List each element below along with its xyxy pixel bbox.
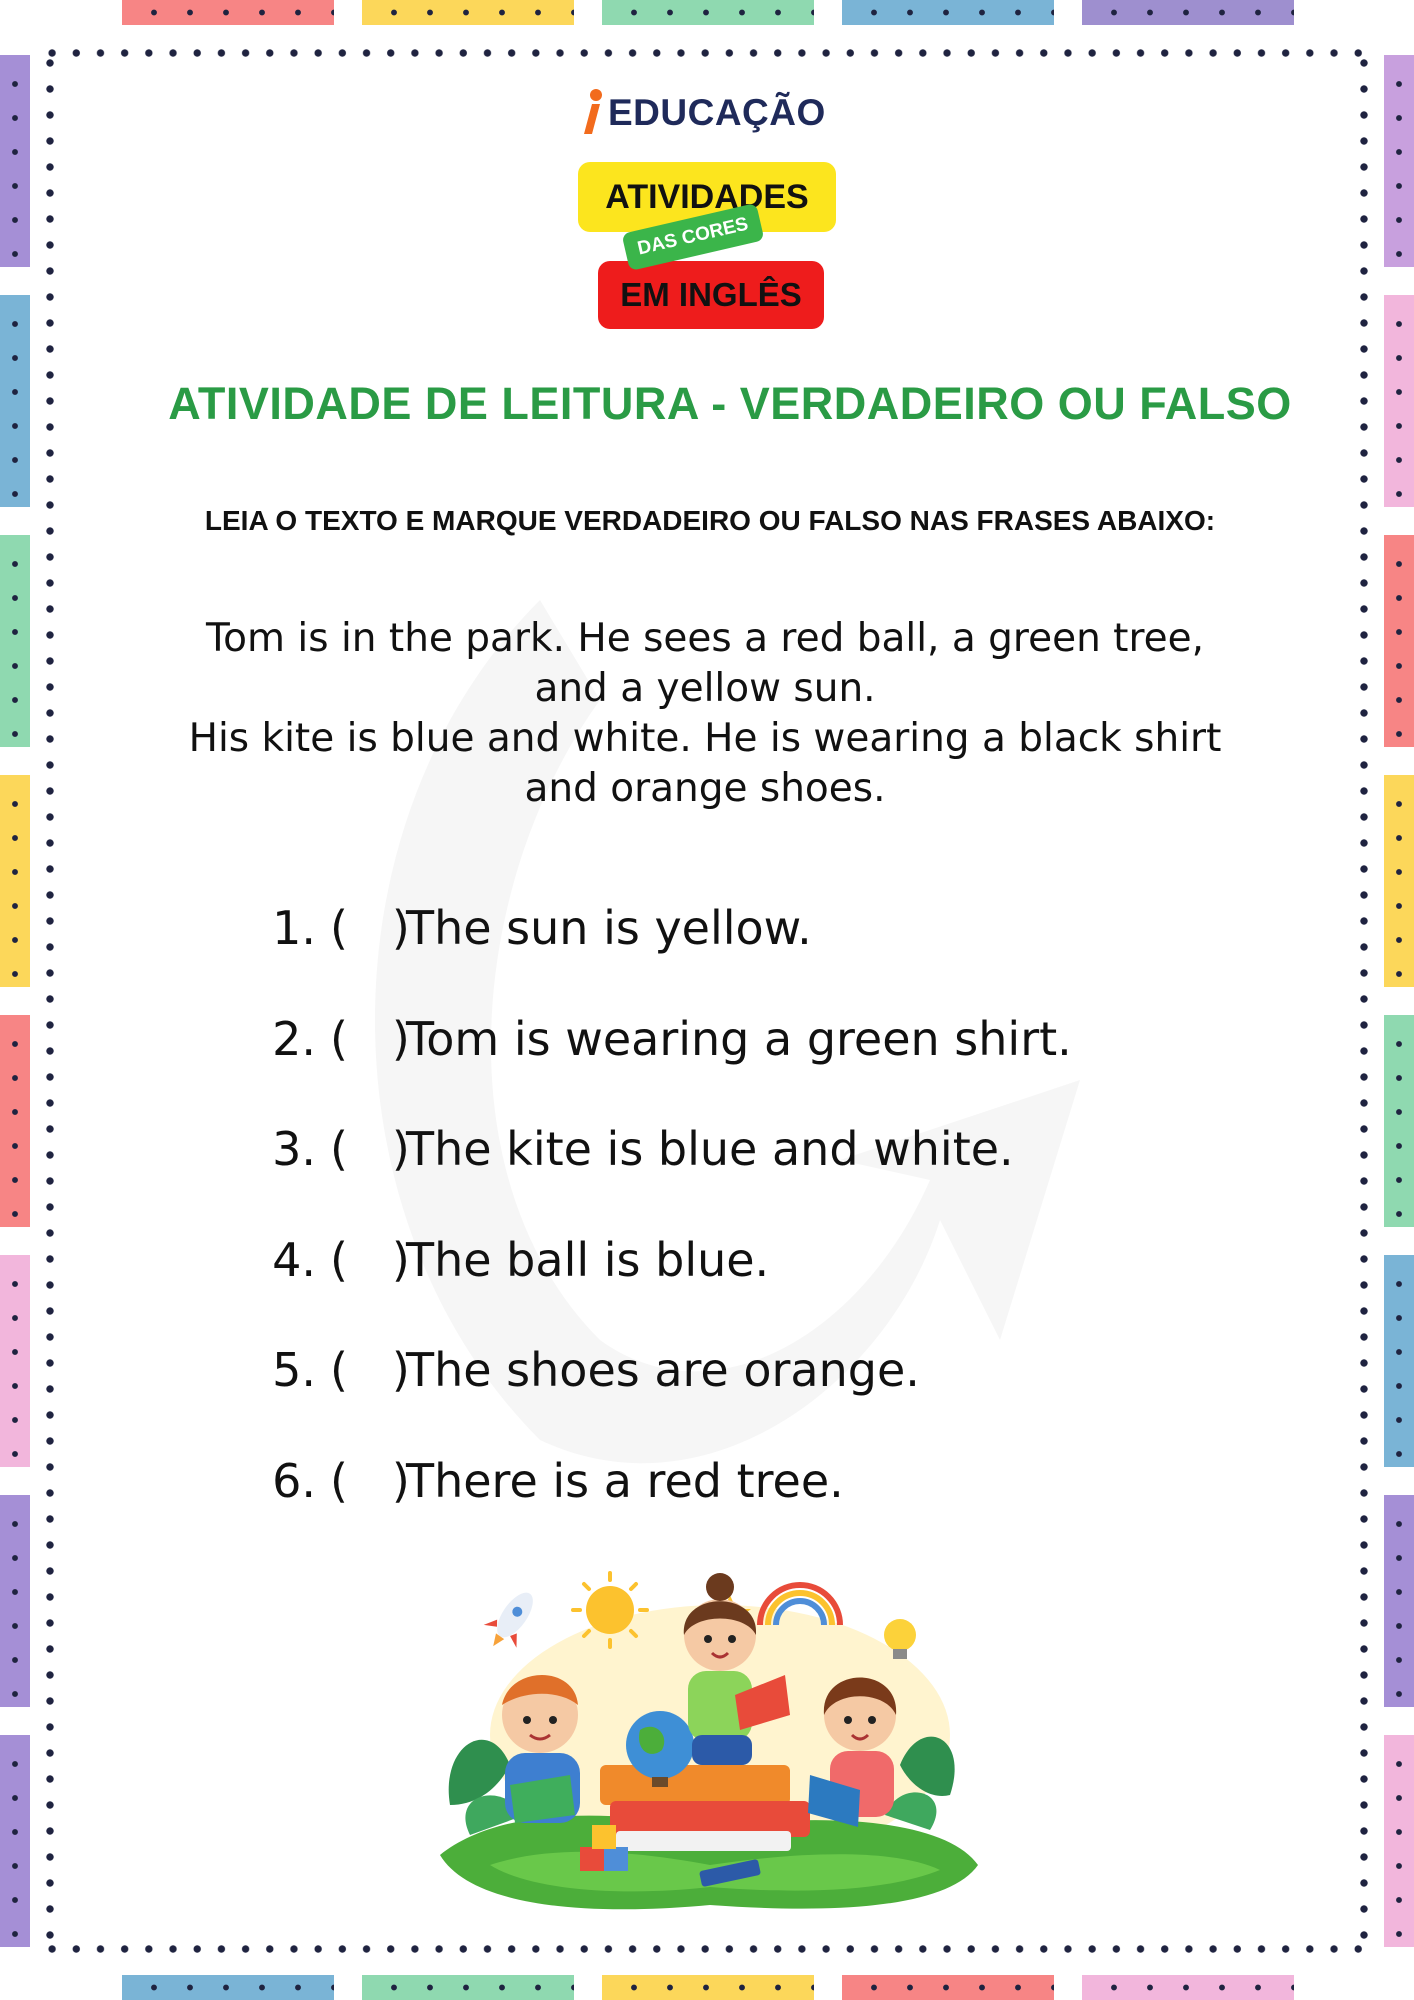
question-number: 4.: [272, 1232, 316, 1287]
question-text: The ball is blue.: [406, 1232, 770, 1287]
question-item: [250, 1340, 1200, 1451]
passage-line: His kite is blue and white. He is wearing a black shirt: [188, 716, 1222, 761]
answer-box[interactable]: ( ): [330, 1122, 410, 1176]
badge-em-ingles: EM INGLÊS: [598, 261, 824, 329]
question-text: The sun is yellow.: [406, 901, 812, 955]
frame-stripe-right-red: [1384, 535, 1414, 747]
answer-box[interactable]: ( ): [330, 1343, 410, 1397]
question-number: 5.: [272, 1343, 316, 1397]
children-reading-illustration: [430, 1565, 990, 1925]
brand-logo: [580, 88, 826, 138]
passage-line: Tom is in the park. He sees a red ball, a green tree,: [205, 616, 1205, 661]
frame-stripe-left-purple: [0, 55, 30, 267]
reading-passage: [140, 614, 1270, 814]
answer-box[interactable]: ( ): [330, 1232, 410, 1287]
passage-line: and orange shoes.: [524, 766, 886, 811]
frame-stripe-top-blue: [842, 0, 1054, 25]
frame-stripe-top-green: [602, 0, 814, 25]
badge-atividades: ATIVIDADES: [578, 162, 836, 232]
question-text: There is a red tree.: [406, 1453, 844, 1508]
frame-dots-right: [1358, 50, 1370, 1950]
question-item: [250, 898, 1200, 1009]
question-number: 3.: [272, 1122, 316, 1176]
answer-box[interactable]: ( ): [330, 1453, 410, 1508]
page-title: ATIVIDADE DE LEITURA - VERDADEIRO OU FALSO: [168, 378, 1292, 429]
question-text: The shoes are orange.: [406, 1343, 920, 1397]
question-number: 2.: [272, 1011, 316, 1066]
question-item: [250, 1451, 1200, 1562]
frame-stripe-right-purple: [1384, 55, 1414, 267]
question-number: 6.: [272, 1453, 316, 1508]
frame-stripe-right-purple-2: [1384, 1495, 1414, 1707]
brand-name: EDUCAÇÃO: [608, 92, 826, 133]
badge-das-cores: DAS CORES: [621, 203, 764, 271]
frame-stripe-left-green: [0, 535, 30, 747]
frame-stripe-bottom-red: [842, 1975, 1054, 2000]
question-text: The kite is blue and white.: [406, 1122, 1014, 1176]
frame-stripe-left-pink: [0, 1255, 30, 1467]
answer-box[interactable]: ( ): [330, 901, 410, 955]
passage-line: and a yellow sun.: [534, 666, 876, 711]
frame-stripe-top-yellow: [362, 0, 574, 25]
question-item: [250, 1009, 1200, 1120]
frame-stripe-bottom-pink: [1082, 1975, 1294, 2000]
question-number: 1.: [272, 901, 316, 955]
frame-dots-left: [44, 50, 56, 1950]
question-list: [250, 898, 1200, 1561]
frame-stripe-bottom-yellow: [602, 1975, 814, 2000]
frame-stripe-right-blue: [1384, 1255, 1414, 1467]
frame-stripe-right-green: [1384, 1015, 1414, 1227]
frame-stripe-top-purple: [1082, 0, 1294, 25]
question-text: Tom is wearing a green shirt.: [406, 1011, 1072, 1066]
frame-dots-top: [40, 47, 1370, 59]
instruction-text: LEIA O TEXTO E MARQUE VERDADEIRO OU FALSO NAS FRASES ABAIXO:: [204, 505, 1216, 536]
frame-dots-bottom: [40, 1943, 1370, 1955]
frame-stripe-top-red: [122, 0, 334, 25]
question-item: [250, 1230, 1200, 1341]
frame-stripe-left-yellow: [0, 775, 30, 987]
frame-stripe-left-red: [0, 1015, 30, 1227]
frame-stripe-left-purple-2: [0, 1495, 30, 1707]
answer-box[interactable]: ( ): [330, 1011, 410, 1066]
question-item: [250, 1119, 1200, 1230]
frame-stripe-right-pink-2: [1384, 1735, 1414, 1947]
frame-stripe-bottom-blue: [122, 1975, 334, 2000]
frame-stripe-left-purple-3: [0, 1735, 30, 1947]
frame-stripe-bottom-green: [362, 1975, 574, 2000]
brand-i-icon: [580, 88, 604, 138]
frame-stripe-right-yellow: [1384, 775, 1414, 987]
